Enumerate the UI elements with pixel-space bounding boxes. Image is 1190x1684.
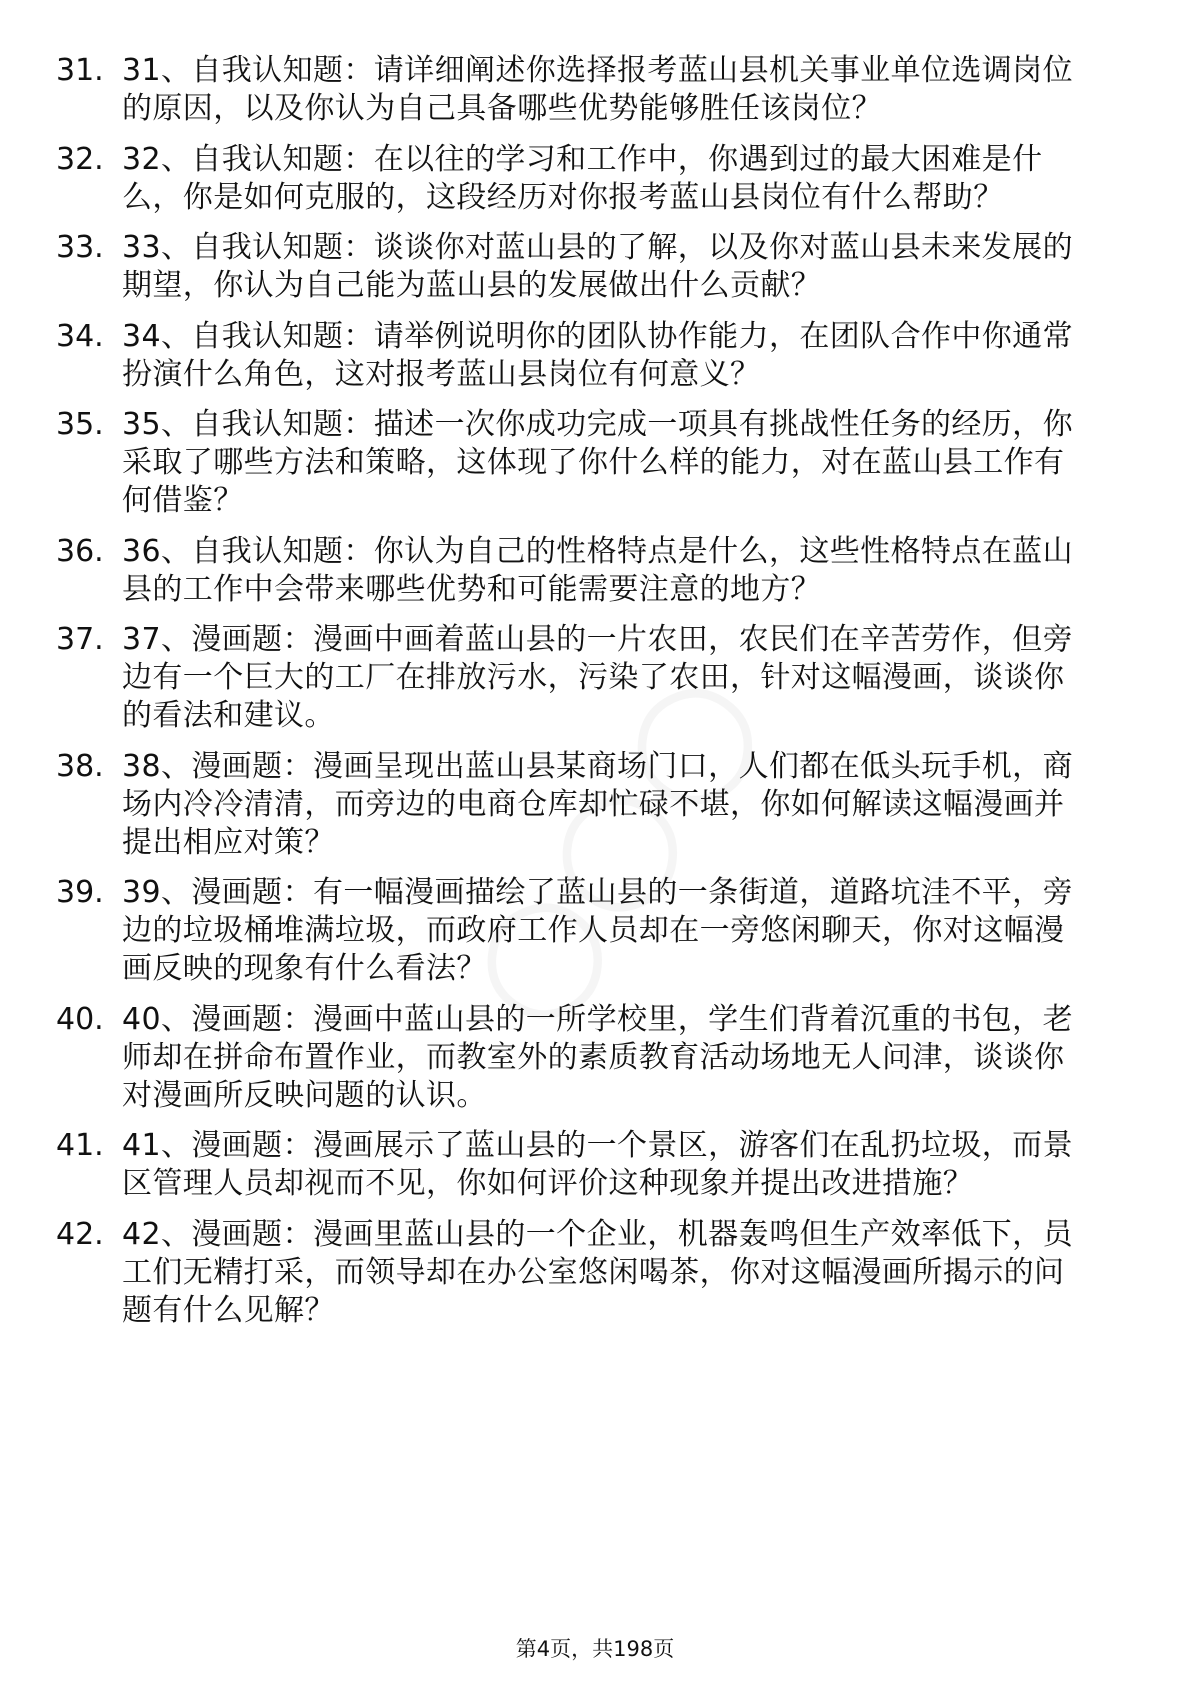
question-number: 40. bbox=[56, 1001, 104, 1037]
question-list bbox=[56, 52, 1116, 1342]
question-number: 36. bbox=[56, 533, 104, 569]
question-item bbox=[56, 874, 1116, 988]
question-text: 35、自我认知题：描述一次你成功完成一项具有挑战性任务的经历，你采取了哪些方法和策略，这体现了你什么样的能力，对在蓝山县工作有何借鉴？ bbox=[122, 407, 1073, 518]
question-text: 32、自我认知题：在以往的学习和工作中，你遇到过的最大困难是什么，你是如何克服的，这段经历对你报考蓝山县岗位有什么帮助？ bbox=[122, 141, 1043, 215]
question-item bbox=[56, 229, 1116, 305]
question-number: 35. bbox=[56, 407, 104, 442]
question-item bbox=[56, 141, 1116, 217]
question-item bbox=[56, 52, 1116, 128]
question-number: 41. bbox=[56, 1128, 104, 1163]
page-footer: 第4页，共198页 bbox=[515, 1637, 675, 1661]
question-number: 39. bbox=[56, 875, 104, 910]
question-number: 34. bbox=[56, 318, 104, 354]
question-number: 31. bbox=[56, 53, 104, 88]
question-item bbox=[56, 1001, 1116, 1115]
question-item bbox=[56, 533, 1116, 609]
question-item bbox=[56, 406, 1116, 520]
question-number: 42. bbox=[56, 1216, 104, 1252]
question-item bbox=[56, 748, 1116, 862]
question-number: 38. bbox=[56, 748, 104, 784]
question-text: 37、漫画题：漫画中画着蓝山县的一片农田，农民们在辛苦劳作，但旁边有一个巨大的工厂在排放污水，污染了农田，针对这幅漫画，谈谈你的看法和建议。 bbox=[122, 622, 1073, 733]
question-text: 41、漫画题：漫画展示了蓝山县的一个景区，游客们在乱扔垃圾，而景区管理人员却视而不见，你如何评价这种现象并提出改进措施？ bbox=[122, 1128, 1073, 1201]
question-text: 34、自我认知题：请举例说明你的团队协作能力，在团队合作中你通常扮演什么角色，这对报考蓝山县岗位有何意义？ bbox=[122, 318, 1073, 392]
question-text: 31、自我认知题：请详细阐述你选择报考蓝山县机关事业单位选调岗位的原因，以及你认为自己具备哪些优势能够胜任该岗位？ bbox=[122, 53, 1073, 126]
question-number: 32. bbox=[56, 141, 104, 177]
question-text: 38、漫画题：漫画呈现出蓝山县某商场门口，人们都在低头玩手机，商场内冷冷清清，而旁边的电商仓库却忙碌不堪，你如何解读这幅漫画并提出相应对策？ bbox=[122, 748, 1073, 860]
question-item bbox=[56, 318, 1116, 394]
question-item bbox=[56, 621, 1116, 735]
question-text: 33、自我认知题：谈谈你对蓝山县的了解，以及你对蓝山县未来发展的期望，你认为自己能为蓝山县的发展做出什么贡献？ bbox=[122, 230, 1073, 303]
question-number: 37. bbox=[56, 622, 104, 657]
question-number: 33. bbox=[56, 230, 104, 265]
question-item bbox=[56, 1216, 1116, 1330]
question-text: 36、自我认知题：你认为自己的性格特点是什么，这些性格特点在蓝山县的工作中会带来哪些优势和可能需要注意的地方？ bbox=[122, 533, 1073, 607]
question-text: 39、漫画题：有一幅漫画描绘了蓝山县的一条街道，道路坑洼不平，旁边的垃圾桶堆满垃圾，而政府工作人员却在一旁悠闲聊天，你对这幅漫画反映的现象有什么看法？ bbox=[122, 875, 1073, 986]
question-text: 40、漫画题：漫画中蓝山县的一所学校里，学生们背着沉重的书包，老师却在拼命布置作业，而教室外的素质教育活动场地无人问津，谈谈你对漫画所反映问题的认识。 bbox=[122, 1001, 1073, 1113]
question-item bbox=[56, 1127, 1116, 1203]
question-text: 42、漫画题：漫画里蓝山县的一个企业，机器轰鸣但生产效率低下，员工们无精打采，而领导却在办公室悠闲喝茶，你对这幅漫画所揭示的问题有什么见解？ bbox=[122, 1216, 1073, 1328]
